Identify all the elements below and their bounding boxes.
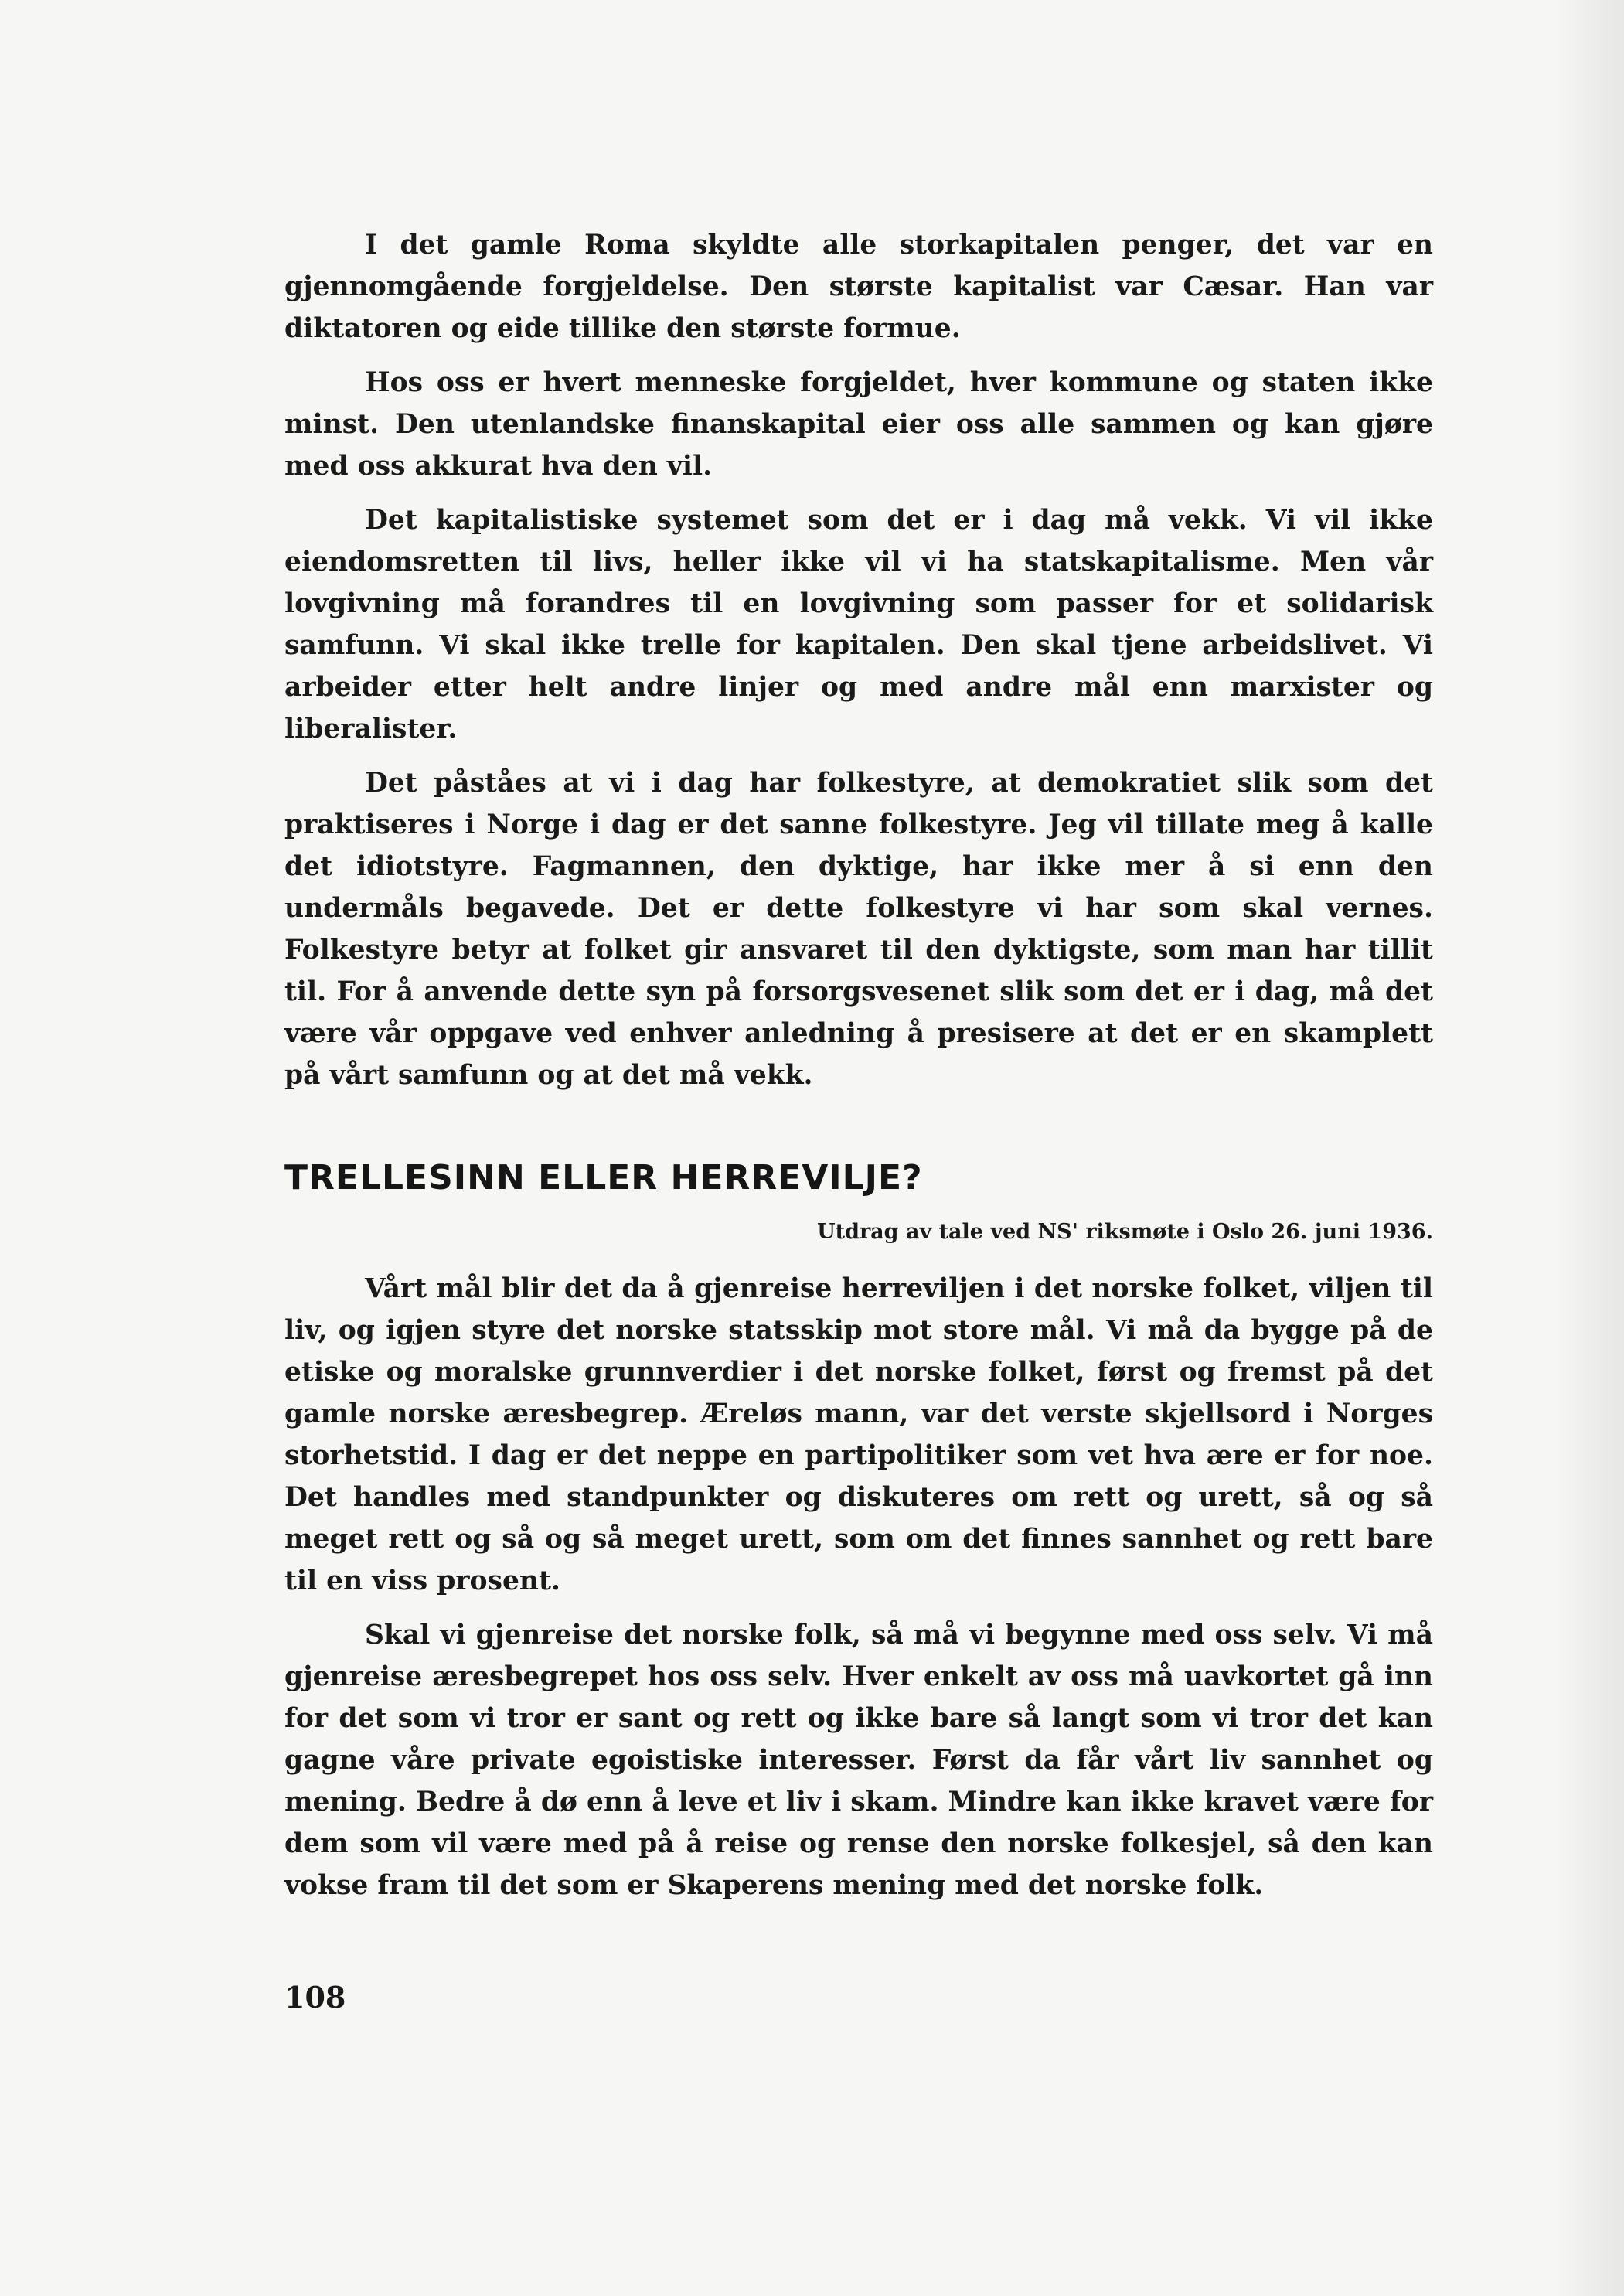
paragraph-rome: I det gamle Roma skyldte alle storkapitalen penger, det var en gjennomgående forgjeldelse. Den største kapitalist var Cæsar. Han var diktatoren og eide tillike den største formue.	[284, 230, 1433, 344]
paragraph-capitalism: Det kapitalistiske systemet som det er i dag må vekk. Vi vil ikke eiendomsretten til livs, heller ikke vil vi ha statskapitalisme. Men vår lovgivning må forandres til en lovgivning som passer for et solidarisk samfunn. Vi skal ikke trelle for kapitalen. Den skal tjene arbeidslivet. Vi arbeider etter helt andre linjer og med andre mål enn marxister og liberalister.	[284, 505, 1433, 744]
paragraph-folkestyre: Det påståes at vi i dag har folkestyre, at demokratiet slik som det praktiseres i Norge i dag er det sanne folkestyre. Jeg vil tillate meg å kalle det idiotstyre. Fagmannen, den dyktige, har ikke mer å si enn den undermåls begavede. Det er dette folkestyre vi har som skal vernes. Folkestyre betyr at folket gir ansvaret til den dyktigste, som man har tillit til. For å anvende dette syn på forsorgsvesenet slik som det er i dag, må det være vår oppgave ved enhver anledning å presisere at det er en skamplett på vårt samfunn og at det må vekk.	[284, 768, 1433, 1091]
body-text	[284, 224, 1433, 1919]
paragraph-herrevilje: Vårt mål blir det da å gjenreise herreviljen i det norske folket, viljen til liv, og igjen styre det norske statsskip mot store mål. Vi må da bygge på de etiske og moralske grunnverdier i det norske folket, først og fremst på det gamle norske æresbegrep. Æreløs mann, var det verste skjellsord i Norges storhetstid. I dag er det neppe en partipolitiker som vet hva ære er for noe. Det handles med standpunkter og diskuteres om rett og urett, så og så meget rett og så og så meget urett, som om det finnes sannhet og rett bare til en viss prosent.	[284, 1273, 1433, 1596]
paragraph-gjenreise: Skal vi gjenreise det norske folk, så må vi begynne med oss selv. Vi må gjenreise æresbegrepet hos oss selv. Hver enkelt av oss må uavkortet gå inn for det som vi tror er sant og rett og ikke bare så langt som vi tror det kan gagne våre private egoistiske interesser. Først da får vårt liv sannhet og mening. Bedre å dø enn å leve et liv i skam. Mindre kan ikke kravet være for dem som vil være med på å reise og rense den norske folkesjel, så den kan vokse fram til det som er Skaperens mening med det norske folk.	[284, 1620, 1433, 1901]
speech-source: Utdrag av tale ved NS' riksmøte i Oslo 26. juni 1936.	[817, 1220, 1433, 1244]
page-number: 108	[284, 1980, 346, 2015]
section-heading: TRELLESINN ELLER HERREVILJE?	[284, 1158, 923, 1197]
paragraph-debt: Hos oss er hvert menneske forgjeldet, hver kommune og staten ikke minst. Den utenlandske finanskapital eier oss alle sammen og kan gjøre med oss akkurat hva den vil.	[284, 367, 1433, 482]
page-edge-shading	[1554, 0, 1624, 2296]
